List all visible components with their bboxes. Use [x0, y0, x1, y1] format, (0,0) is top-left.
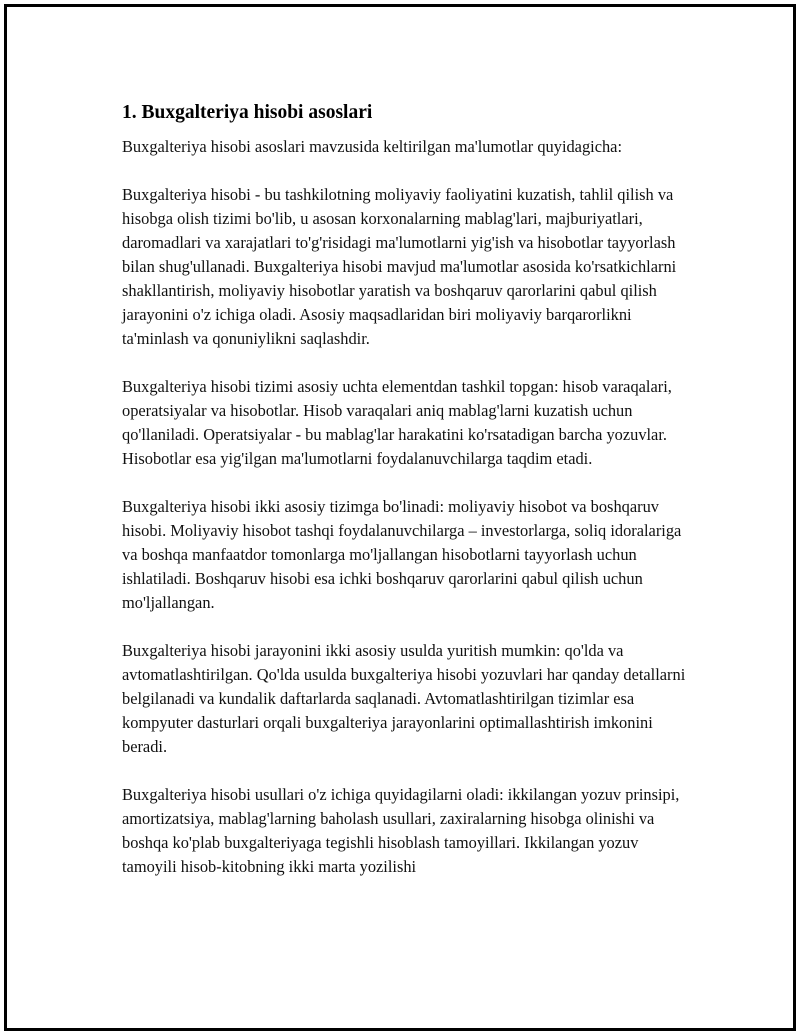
document-body — [122, 99, 697, 903]
paragraph-elements: Buxgalteriya hisobi tizimi asosiy uchta elementdan tashkil topgan: hisob varaqalari, operatsiyalar va hisobotlar. Hisob varaqalari aniq mablag'larni kuzatish uchun qo'llaniladi. Operatsiyalar - bu mablag'lar harakatini ko'rsatadigan barcha yozuvlar. Hisobotlar esa yig'ilgan ma'lumotlarni foydalanuvchilarga taqdim etadi. — [122, 377, 672, 468]
intro-paragraph: Buxgalteriya hisobi asoslari mavzusida keltirilgan ma'lumotlar quyidagicha: — [122, 137, 623, 156]
paragraph-systems: Buxgalteriya hisobi ikki asosiy tizimga bo'linadi: moliyaviy hisobot va boshqaruv hisobi. Moliyaviy hisobot tashqi foydalanuvchilarga – investorlarga, soliq idoralariga va boshqa manfaatdor tomonlarga mo'ljallangan hisobotlarni tayyorlash uchun ishlatiladi. Boshqaruv hisobi esa ichki boshqaruv qarorlarini qabul qilish uchun mo'ljallangan. — [122, 497, 682, 612]
page-frame — [4, 4, 796, 1031]
paragraph-definition: Buxgalteriya hisobi - bu tashkilotning moliyaviy faoliyatini kuzatish, tahlil qilish va hisobga olish tizimi bo'lib, u asosan korxonalarning mablag'lari, majburiyatlari, daromadlari va xarajatlari to'g'risidagi ma'lumotlarni yig'ish va hisobotlar tayyorlash bilan shug'ullanadi. Buxgalteriya hisobi mavjud ma'lumotlar asosida ko'rsatkichlarni shakllantirish, moliyaviy hisobotlar yaratish va boshqaruv qarorlarini qabul qilish jarayonini o'z ichiga oladi. Asosiy maqsadlaridan biri moliyaviy barqarorlikni ta'minlash va qonuniylikni saqlashdir. — [122, 185, 677, 348]
document-title: 1. Buxgalteriya hisobi asoslari — [122, 102, 373, 123]
paragraph-principles: Buxgalteriya hisobi usullari o'z ichiga quyidagilarni oladi: ikkilangan yozuv prinsipi, amortizatsiya, mablag'larning baholash usullari, zaxiralarning hisobga olinishi va boshqa ko'plab buxgalteriyaga tegishli hisoblash tamoyillari. Ikkilangan yozuv tamoyili hisob-kitobning ikki marta yozilishi — [122, 785, 680, 876]
paragraph-methods: Buxgalteriya hisobi jarayonini ikki asosiy usulda yuritish mumkin: qo'lda va avtomatlashtirilgan. Qo'lda usulda buxgalteriya hisobi yozuvlari har qanday detallarni belgilanadi va kundalik daftarlarda saqlanadi. Avtomatlashtirilgan tizimlar esa kompyuter dasturlari orqali buxgalteriya jarayonlarini optimallashtirish imkonini beradi. — [122, 641, 686, 756]
